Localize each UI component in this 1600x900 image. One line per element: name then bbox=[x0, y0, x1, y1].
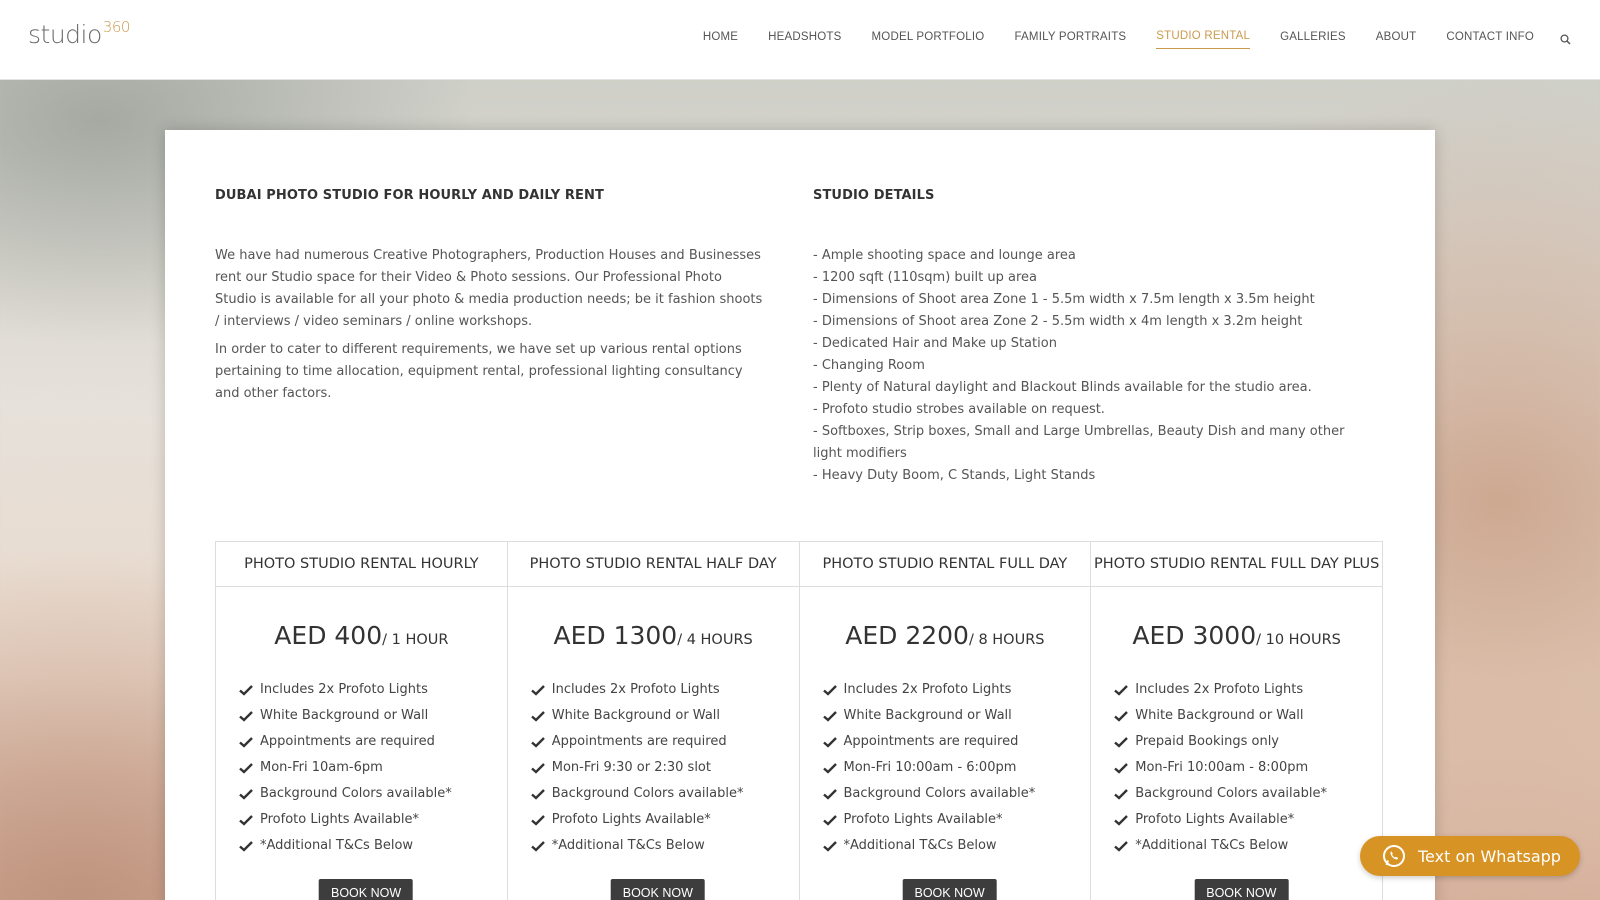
pricing-plan bbox=[216, 542, 508, 900]
plan-price bbox=[1091, 621, 1382, 661]
check-icon bbox=[530, 814, 546, 826]
whatsapp-button[interactable] bbox=[1360, 836, 1580, 876]
content-card bbox=[165, 130, 1435, 900]
pricing-plan bbox=[800, 542, 1092, 900]
detail-item: - Changing Room bbox=[813, 358, 925, 373]
feature-text: Profoto Lights Available* bbox=[1135, 812, 1295, 827]
price-period: / 8 HOURS bbox=[968, 632, 1045, 648]
price-amount: AED 3000 bbox=[1132, 621, 1257, 650]
detail-item: - 1200 sqft (110sqm) built up area bbox=[813, 270, 1037, 285]
check-icon bbox=[530, 684, 546, 696]
price-amount: AED 2200 bbox=[845, 621, 969, 650]
feature-item bbox=[238, 807, 507, 833]
nav-headshots[interactable]: HEADSHOTS bbox=[768, 30, 842, 43]
feature-item bbox=[238, 677, 507, 703]
feature-item bbox=[530, 807, 799, 833]
intro-title: DUBAI PHOTO STUDIO FOR HOURLY AND DAILY RENT bbox=[215, 188, 604, 203]
feature-text: Mon-Fri 10:00am - 6:00pm bbox=[843, 760, 1017, 775]
check-icon bbox=[822, 684, 838, 696]
feature-text: Mon-Fri 10am-6pm bbox=[260, 760, 383, 775]
check-icon bbox=[822, 710, 838, 722]
feature-item bbox=[530, 781, 799, 807]
feature-item bbox=[822, 781, 1091, 807]
feature-text: White Background or Wall bbox=[551, 708, 721, 723]
plan-price bbox=[800, 621, 1091, 661]
detail-item: - Profoto studio strobes available on request. bbox=[813, 402, 1105, 417]
logo[interactable] bbox=[28, 20, 130, 49]
feature-text: *Additional T&Cs Below bbox=[843, 838, 997, 853]
check-icon bbox=[822, 736, 838, 748]
feature-item bbox=[822, 833, 1091, 859]
check-icon bbox=[238, 710, 254, 722]
check-icon bbox=[1113, 710, 1129, 722]
check-icon bbox=[530, 710, 546, 722]
check-icon bbox=[1113, 814, 1129, 826]
detail-item: - Dimensions of Shoot area Zone 2 - 5.5m width x 4m length x 3.2m height bbox=[813, 314, 1303, 329]
feature-text: Profoto Lights Available* bbox=[843, 812, 1003, 827]
check-icon bbox=[822, 762, 838, 774]
detail-item: - Heavy Duty Boom, C Stands, Light Stands bbox=[813, 468, 1096, 483]
price-amount: AED 400 bbox=[274, 621, 383, 650]
site-header bbox=[0, 0, 1600, 80]
logo-number: 360 bbox=[102, 18, 130, 36]
feature-text: Prepaid Bookings only bbox=[1135, 734, 1279, 749]
intro-paragraph: In order to cater to different requirements, we have set up various rental options pertaining to time allocation, equipment rental, professional lighting consultancy and other factors. bbox=[215, 342, 743, 401]
check-icon bbox=[822, 788, 838, 800]
details-list bbox=[813, 245, 1353, 487]
book-now-button[interactable]: BOOK NOW bbox=[319, 879, 413, 900]
check-icon bbox=[822, 814, 838, 826]
feature-item bbox=[822, 807, 1091, 833]
check-icon bbox=[530, 762, 546, 774]
check-icon bbox=[238, 684, 254, 696]
feature-text: Appointments are required bbox=[551, 734, 727, 749]
nav-family-portraits[interactable]: FAMILY PORTRAITS bbox=[1014, 30, 1127, 43]
check-icon bbox=[822, 840, 838, 852]
feature-item bbox=[238, 703, 507, 729]
whatsapp-label: Text on Whatsapp bbox=[1418, 846, 1561, 866]
feature-text: Appointments are required bbox=[843, 734, 1019, 749]
check-icon bbox=[530, 788, 546, 800]
logo-text: studio bbox=[28, 20, 102, 49]
feature-text: Background Colors available* bbox=[551, 786, 744, 801]
feature-item bbox=[1113, 807, 1382, 833]
feature-text: White Background or Wall bbox=[1135, 708, 1304, 723]
feature-item bbox=[530, 755, 799, 781]
feature-list bbox=[508, 677, 799, 859]
feature-item bbox=[822, 729, 1091, 755]
feature-item bbox=[1113, 729, 1382, 755]
price-period: / 4 HOURS bbox=[677, 632, 753, 648]
feature-item bbox=[238, 781, 507, 807]
intro-section bbox=[215, 188, 765, 411]
plan-title: PHOTO STUDIO RENTAL HALF DAY bbox=[508, 542, 799, 587]
feature-item bbox=[530, 677, 799, 703]
feature-text: Includes 2x Profoto Lights bbox=[843, 682, 1012, 697]
price-amount: AED 1300 bbox=[553, 621, 678, 650]
plan-title: PHOTO STUDIO RENTAL FULL DAY bbox=[800, 542, 1091, 587]
book-now-button[interactable]: BOOK NOW bbox=[611, 879, 705, 900]
check-icon bbox=[238, 736, 254, 748]
book-now-button[interactable]: BOOK NOW bbox=[903, 879, 997, 900]
feature-text: *Additional T&Cs Below bbox=[1135, 838, 1289, 853]
price-period: / 10 HOURS bbox=[1256, 632, 1341, 648]
check-icon bbox=[238, 840, 254, 852]
check-icon bbox=[238, 762, 254, 774]
plan-price bbox=[216, 621, 507, 661]
nav-home[interactable]: HOME bbox=[702, 30, 739, 43]
feature-text: White Background or Wall bbox=[843, 708, 1012, 723]
detail-item: - Dedicated Hair and Make up Station bbox=[813, 336, 1057, 351]
feature-item bbox=[238, 755, 507, 781]
feature-item bbox=[530, 703, 799, 729]
feature-item bbox=[822, 755, 1091, 781]
check-icon bbox=[1113, 762, 1129, 774]
details-section bbox=[813, 188, 1353, 487]
feature-item bbox=[1113, 703, 1382, 729]
feature-text: Includes 2x Profoto Lights bbox=[1135, 682, 1304, 697]
check-icon bbox=[530, 736, 546, 748]
nav-galleries[interactable]: GALLERIES bbox=[1280, 30, 1346, 43]
feature-text: *Additional T&Cs Below bbox=[551, 838, 705, 853]
feature-item bbox=[1113, 755, 1382, 781]
whatsapp-icon bbox=[1382, 844, 1406, 868]
feature-text: White Background or Wall bbox=[260, 708, 429, 723]
feature-text: Profoto Lights Available* bbox=[551, 812, 711, 827]
check-icon bbox=[530, 840, 546, 852]
feature-item bbox=[1113, 677, 1382, 703]
price-period: / 1 HOUR bbox=[382, 632, 449, 648]
book-now-button[interactable]: BOOK NOW bbox=[1194, 879, 1288, 900]
main-nav bbox=[673, 30, 1572, 49]
feature-text: Mon-Fri 10:00am - 8:00pm bbox=[1135, 760, 1309, 775]
detail-item: - Ample shooting space and lounge area bbox=[813, 248, 1076, 263]
detail-item: - Dimensions of Shoot area Zone 1 - 5.5m width x 7.5m length x 3.5m height bbox=[813, 292, 1315, 307]
details-title: STUDIO DETAILS bbox=[813, 188, 935, 203]
feature-item bbox=[238, 729, 507, 755]
check-icon bbox=[238, 814, 254, 826]
feature-text: Includes 2x Profoto Lights bbox=[551, 682, 720, 697]
feature-list bbox=[216, 677, 507, 859]
pricing-plan bbox=[1091, 542, 1382, 900]
detail-item: - Plenty of Natural daylight and Blackout Blinds available for the studio area. bbox=[813, 380, 1312, 395]
nav-model-portfolio[interactable]: MODEL PORTFOLIO bbox=[871, 30, 985, 43]
feature-text: Background Colors available* bbox=[1135, 786, 1327, 801]
feature-item bbox=[822, 677, 1091, 703]
feature-item bbox=[238, 833, 507, 859]
plan-title: PHOTO STUDIO RENTAL FULL DAY PLUS bbox=[1091, 542, 1382, 587]
nav-about[interactable]: ABOUT bbox=[1375, 30, 1417, 43]
search-icon[interactable] bbox=[1560, 34, 1572, 46]
nav-contact-info[interactable]: CONTACT INFO bbox=[1446, 30, 1534, 43]
detail-item: - Softboxes, Strip boxes, Small and Large Umbrellas, Beauty Dish and many other light modifiers bbox=[813, 424, 1345, 461]
feature-item bbox=[530, 833, 799, 859]
pricing-table bbox=[215, 541, 1383, 900]
intro-paragraph: We have had numerous Creative Photographers, Production Houses and Businesses rent our Studio space for their Video & Photo sessions. Our Professional Photo Studio is available for all your photo & media production needs; be it fashion shoots / interviews / video seminars / online workshops. bbox=[215, 248, 763, 329]
nav-studio-rental[interactable]: STUDIO RENTAL bbox=[1156, 30, 1250, 49]
feature-text: Mon-Fri 9:30 or 2:30 slot bbox=[551, 760, 711, 775]
feature-text: Profoto Lights Available* bbox=[260, 812, 420, 827]
feature-item bbox=[822, 703, 1091, 729]
feature-text: Appointments are required bbox=[260, 734, 435, 749]
check-icon bbox=[1113, 788, 1129, 800]
feature-list bbox=[800, 677, 1091, 859]
feature-item bbox=[1113, 781, 1382, 807]
check-icon bbox=[1113, 736, 1129, 748]
feature-item bbox=[530, 729, 799, 755]
plan-price bbox=[508, 621, 799, 661]
plan-title: PHOTO STUDIO RENTAL HOURLY bbox=[216, 542, 507, 587]
feature-text: *Additional T&Cs Below bbox=[260, 838, 414, 853]
feature-text: Background Colors available* bbox=[260, 786, 452, 801]
feature-text: Background Colors available* bbox=[843, 786, 1036, 801]
check-icon bbox=[1113, 840, 1129, 852]
feature-list bbox=[1091, 677, 1382, 859]
pricing-plan bbox=[508, 542, 800, 900]
check-icon bbox=[238, 788, 254, 800]
feature-item bbox=[1113, 833, 1382, 859]
check-icon bbox=[1113, 684, 1129, 696]
feature-text: Includes 2x Profoto Lights bbox=[260, 682, 428, 697]
